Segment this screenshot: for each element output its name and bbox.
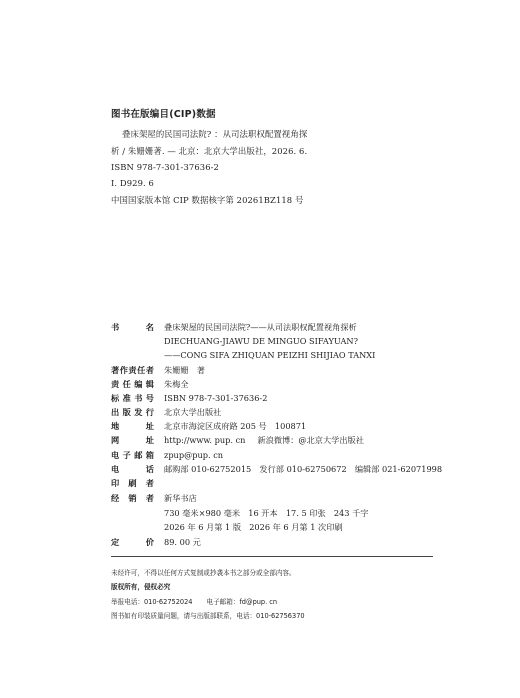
- label-printer: 印 刷 者: [111, 478, 154, 488]
- report-contact: [111, 596, 277, 606]
- book-spec: 730 毫米×980 毫米 16 开本 17. 5 印张 243 千字: [164, 508, 369, 518]
- quality-notice: 图书如有印装质量问题，请与出版部联系，电话：010-62756370: [111, 612, 305, 620]
- cip-line-2: 析 / 朱姗姗著. — 北京：北京大学出版社，2026. 6.: [111, 146, 308, 156]
- value-email[interactable]: zpup@pup. cn: [164, 450, 224, 460]
- cip-title: 图书在版编目(CIP)数据: [111, 109, 216, 120]
- value-editor: 朱梅全: [164, 379, 189, 389]
- label-author: 著 作 责 任 者: [111, 365, 154, 375]
- value-phone: 邮购部 010-62752015 发行部 010-62750672 编辑部 021-62071998: [164, 464, 443, 474]
- divider-line: [111, 556, 433, 557]
- label-editor: 责 任 编 辑: [111, 379, 154, 389]
- label-website: 网 址: [111, 435, 154, 445]
- cip-classification: Ⅰ. D929. 6: [111, 178, 154, 188]
- value-weibo: 新浪微博：@北京大学出版社: [257, 435, 364, 445]
- cip-number: 中国国家版本馆 CIP 数据核字第 20261BZ118 号: [111, 195, 304, 205]
- value-price: 89. 00 元: [164, 537, 201, 547]
- value-author: 朱姗姗 著: [164, 365, 205, 375]
- label-distributor: 经 销 者: [111, 493, 154, 503]
- report-email[interactable]: 电子邮箱：fd@pup. cn: [206, 598, 278, 606]
- value-isbn: ISBN 978-7-301-37636-2: [164, 393, 268, 403]
- value-book-title: 叠床架屋的民国司法院?——从司法职权配置视角探析: [164, 322, 357, 332]
- value-address: 北京市海淀区成府路 205 号 100871: [164, 421, 307, 431]
- copyright-notice: 未经许可，不得以任何方式复制或抄袭本书之部分或全部内容。: [111, 569, 296, 577]
- label-email: 电 子 邮 箱: [111, 450, 154, 460]
- cip-line-1: 叠床架屋的民国司法院? ：从司法职权配置视角探: [122, 129, 308, 139]
- book-edition: 2026 年 6 月第 1 版 2026 年 6 月第 1 次印刷: [164, 522, 343, 532]
- pinyin-title-2: ——CONG SIFA ZHIQUAN PEIZHI SHIJIAO TANXI: [164, 350, 376, 360]
- rights-reserved: 版权所有，侵权必究: [111, 583, 171, 591]
- value-website[interactable]: http://www. pup. cn: [164, 435, 246, 445]
- pinyin-title-1: DIECHUANG-JIAWU DE MINGUO SIFAYUAN?: [164, 336, 358, 346]
- report-phone: 举报电话：010-62752024: [111, 598, 193, 606]
- label-isbn: 标 准 书 号: [111, 393, 154, 403]
- label-publisher: 出 版 发 行: [111, 407, 154, 417]
- label-price: 定 价: [111, 537, 154, 547]
- value-distributor: 新华书店: [164, 493, 197, 503]
- value-publisher: 北京大学出版社: [164, 407, 222, 417]
- cip-isbn: ISBN 978-7-301-37636-2: [111, 162, 219, 172]
- label-address: 地 址: [111, 421, 154, 431]
- label-book-title: 书 名: [111, 322, 154, 332]
- label-phone: 电 话: [111, 464, 154, 474]
